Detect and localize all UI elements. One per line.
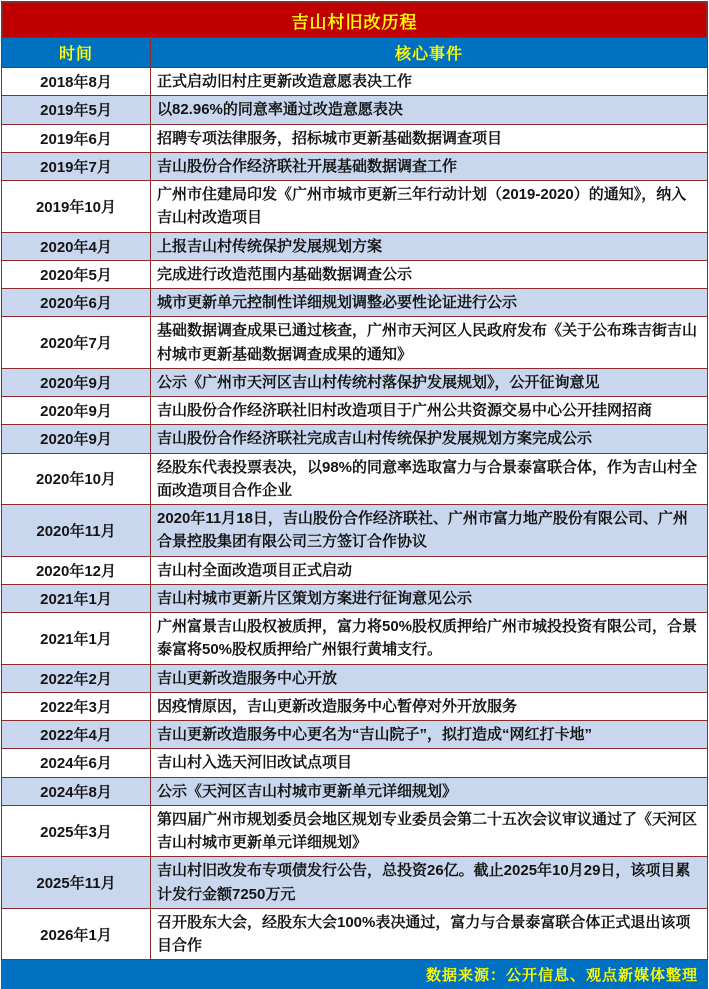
table-row bbox=[2, 181, 708, 233]
time-cell: 2019年10月 bbox=[2, 181, 151, 233]
event-cell: 吉山村入选天河旧改试点项目 bbox=[151, 749, 708, 777]
table-row bbox=[2, 453, 708, 505]
table-row bbox=[2, 805, 708, 857]
table-row bbox=[2, 317, 708, 369]
event-cell: 吉山股份合作经济联社开展基础数据调查工作 bbox=[151, 152, 708, 180]
table-row bbox=[2, 425, 708, 453]
table-row bbox=[2, 289, 708, 317]
table-row bbox=[2, 368, 708, 396]
time-cell: 2020年5月 bbox=[2, 260, 151, 288]
time-cell: 2020年9月 bbox=[2, 397, 151, 425]
table-row bbox=[2, 777, 708, 805]
event-cell: 2020年11月18日，吉山股份合作经济联社、广州市富力地产股份有限公司、广州合景控股集团有限公司三方签订合作协议 bbox=[151, 505, 708, 557]
table-row bbox=[2, 260, 708, 288]
event-cell: 经股东代表投票表决，以98%的同意率选取富力与合景泰富联合体，作为吉山村全面改造项目合作企业 bbox=[151, 453, 708, 505]
event-cell: 正式启动旧村庄更新改造意愿表决工作 bbox=[151, 68, 708, 96]
event-cell: 广州富景吉山股权被质押，富力将50%股权质押给广州市城投投资有限公司，合景泰富将50%股权质押给广州银行黄埔支行。 bbox=[151, 613, 708, 665]
event-cell: 第四届广州市规划委员会地区规划专业委员会第二十五次会议审议通过了《天河区吉山村城市更新单元详细规划》 bbox=[151, 805, 708, 857]
column-header-event: 核心事件 bbox=[151, 38, 708, 68]
event-cell: 广州市住建局印发《广州市城市更新三年行动计划（2019-2020）的通知》，纳入吉山村改造项目 bbox=[151, 181, 708, 233]
time-cell: 2020年12月 bbox=[2, 556, 151, 584]
time-cell: 2020年11月 bbox=[2, 505, 151, 557]
event-cell: 因疫情原因，吉山更新改造服务中心暂停对外开放服务 bbox=[151, 692, 708, 720]
table-row bbox=[2, 857, 708, 909]
table-row bbox=[2, 68, 708, 96]
time-cell: 2019年7月 bbox=[2, 152, 151, 180]
time-cell: 2021年1月 bbox=[2, 613, 151, 665]
event-cell: 吉山村全面改造项目正式启动 bbox=[151, 556, 708, 584]
event-cell: 上报吉山村传统保护发展规划方案 bbox=[151, 232, 708, 260]
header-row bbox=[2, 38, 708, 68]
time-cell: 2019年6月 bbox=[2, 124, 151, 152]
table-row bbox=[2, 96, 708, 124]
event-cell: 公示《天河区吉山村城市更新单元详细规划》 bbox=[151, 777, 708, 805]
table-row bbox=[2, 397, 708, 425]
table-row bbox=[2, 664, 708, 692]
table-row bbox=[2, 152, 708, 180]
time-cell: 2026年1月 bbox=[2, 908, 151, 960]
column-header-time: 时间 bbox=[2, 38, 151, 68]
time-cell: 2025年11月 bbox=[2, 857, 151, 909]
time-cell: 2022年4月 bbox=[2, 721, 151, 749]
event-cell: 以82.96%的同意率通过改造意愿表决 bbox=[151, 96, 708, 124]
time-cell: 2020年9月 bbox=[2, 425, 151, 453]
jishan-village-redevelopment-timeline bbox=[1, 1, 708, 989]
time-cell: 2020年10月 bbox=[2, 453, 151, 505]
table-row bbox=[2, 613, 708, 665]
table-row bbox=[2, 232, 708, 260]
table-row bbox=[2, 556, 708, 584]
time-cell: 2019年5月 bbox=[2, 96, 151, 124]
time-cell: 2022年2月 bbox=[2, 664, 151, 692]
time-cell: 2024年8月 bbox=[2, 777, 151, 805]
event-cell: 吉山更新改造服务中心更名为“吉山院子”，拟打造成“网红打卡地” bbox=[151, 721, 708, 749]
event-cell: 吉山更新改造服务中心开放 bbox=[151, 664, 708, 692]
time-cell: 2020年7月 bbox=[2, 317, 151, 369]
event-cell: 城市更新单元控制性详细规划调整必要性论证进行公示 bbox=[151, 289, 708, 317]
time-cell: 2022年3月 bbox=[2, 692, 151, 720]
table-title: 吉山村旧改历程 bbox=[1, 1, 708, 37]
event-cell: 召开股东大会，经股东大会100%表决通过，富力与合景泰富联合体正式退出该项目合作 bbox=[151, 908, 708, 960]
event-cell: 基础数据调查成果已通过核查，广州市天河区人民政府发布《关于公布珠吉街吉山村城市更新基础数据调查成果的通知》 bbox=[151, 317, 708, 369]
event-cell: 吉山村旧改发布专项债发行公告，总投资26亿。截止2025年10月29日，该项目累计发行金额7250万元 bbox=[151, 857, 708, 909]
table-row bbox=[2, 749, 708, 777]
timeline-table bbox=[1, 37, 708, 960]
table-row bbox=[2, 721, 708, 749]
event-cell: 吉山村城市更新片区策划方案进行征询意见公示 bbox=[151, 584, 708, 612]
event-cell: 公示《广州市天河区吉山村传统村落保护发展规划》，公开征询意见 bbox=[151, 368, 708, 396]
time-cell: 2024年6月 bbox=[2, 749, 151, 777]
table-row bbox=[2, 908, 708, 960]
table-row bbox=[2, 124, 708, 152]
event-cell: 吉山股份合作经济联社旧村改造项目于广州公共资源交易中心公开挂网招商 bbox=[151, 397, 708, 425]
table-row bbox=[2, 505, 708, 557]
time-cell: 2018年8月 bbox=[2, 68, 151, 96]
time-cell: 2020年6月 bbox=[2, 289, 151, 317]
time-cell: 2020年4月 bbox=[2, 232, 151, 260]
table-row bbox=[2, 692, 708, 720]
table-body bbox=[2, 68, 708, 960]
event-cell: 完成进行改造范围内基础数据调查公示 bbox=[151, 260, 708, 288]
table-row bbox=[2, 584, 708, 612]
event-cell: 招聘专项法律服务，招标城市更新基础数据调查项目 bbox=[151, 124, 708, 152]
time-cell: 2020年9月 bbox=[2, 368, 151, 396]
time-cell: 2025年3月 bbox=[2, 805, 151, 857]
event-cell: 吉山股份合作经济联社完成吉山村传统保护发展规划方案完成公示 bbox=[151, 425, 708, 453]
data-source-footer: 数据来源：公开信息、观点新媒体整理 bbox=[1, 960, 708, 989]
time-cell: 2021年1月 bbox=[2, 584, 151, 612]
